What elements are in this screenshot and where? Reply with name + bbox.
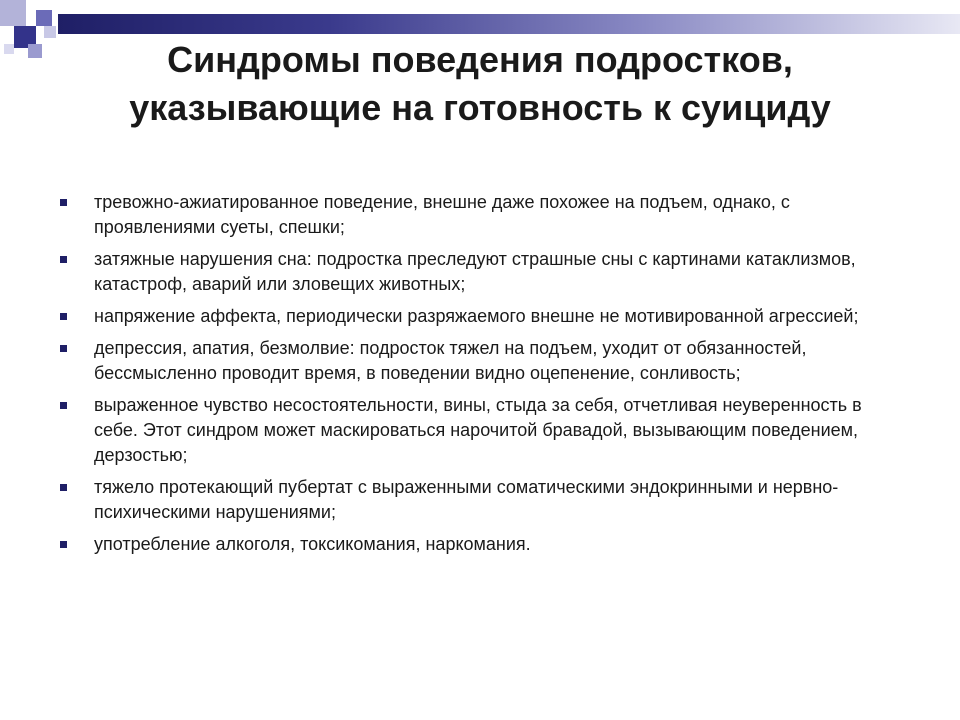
- square-bullet-icon: [60, 313, 67, 320]
- list-item-text: депрессия, апатия, безмолвие: подросток тяжел на подъем, уходит от обязанностей, бессмысленно проводит время, в поведении видно оцепенение, сонливость;: [94, 338, 807, 383]
- list-item: [58, 190, 908, 240]
- square-bullet-icon: [60, 402, 67, 409]
- square-bullet-icon: [60, 199, 67, 206]
- square-bullet-icon: [60, 345, 67, 352]
- list-item-text: тревожно-ажиатированное поведение, внешне даже похожее на подъем, однако, с проявлениями суеты, спешки;: [94, 192, 790, 237]
- decorative-square: [36, 10, 52, 26]
- slide-title: [40, 36, 920, 132]
- list-item: [58, 336, 908, 386]
- list-item: [58, 532, 908, 557]
- square-bullet-icon: [60, 256, 67, 263]
- list-item-text: напряжение аффекта, периодически разряжаемого внешне не мотивированной агрессией;: [94, 306, 859, 326]
- square-bullet-icon: [60, 484, 67, 491]
- list-item: [58, 475, 908, 525]
- list-item-text: употребление алкоголя, токсикомания, наркомания.: [94, 534, 531, 554]
- title-line-1: Синдромы поведения подростков,: [167, 39, 793, 80]
- list-item-text: затяжные нарушения сна: подростка преследуют страшные сны с картинами катаклизмов, катастроф, аварий или зловещих животных;: [94, 249, 856, 294]
- decorative-square: [0, 26, 14, 40]
- list-item-text: тяжело протекающий пубертат с выраженными соматическими эндокринными и нервно-психическими нарушениями;: [94, 477, 839, 522]
- list-item: [58, 247, 908, 297]
- title-line-2: указывающие на готовность к суициду: [129, 87, 831, 128]
- header-gradient-bar: [58, 14, 960, 34]
- list-item: [58, 393, 908, 468]
- square-bullet-icon: [60, 541, 67, 548]
- decorative-square: [0, 0, 26, 26]
- bullet-list: [58, 190, 908, 564]
- decorative-square: [4, 44, 14, 54]
- list-item-text: выраженное чувство несостоятельности, вины, стыда за себя, отчетливая неуверенность в себе. Этот синдром может маскироваться нарочитой бравадой, вызывающим поведением, дерзостью;: [94, 395, 862, 465]
- list-item: [58, 304, 908, 329]
